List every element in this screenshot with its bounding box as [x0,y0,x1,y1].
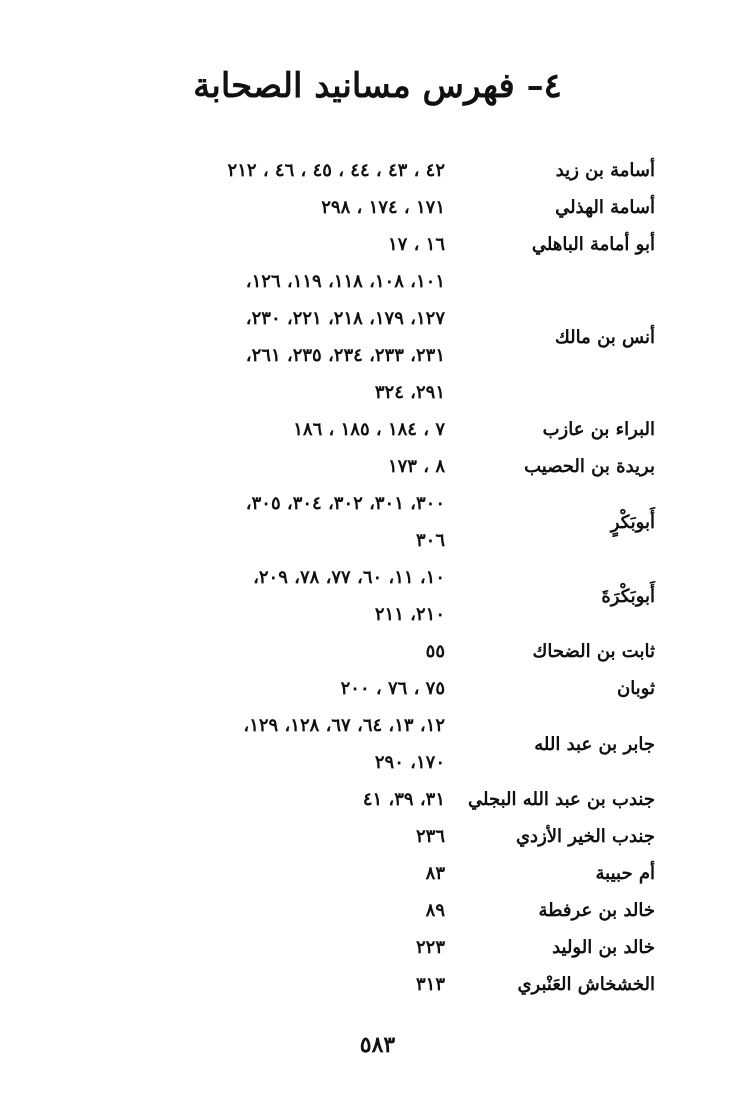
hadith-numbers-line: ٣١، ٣٩، ٤١ [362,789,445,810]
hadith-numbers-line: ٨ ، ١٧٣ [387,456,445,477]
index-entry [95,818,655,855]
hadith-numbers [95,855,480,892]
hadith-numbers-line: ٤٢ ، ٤٣ ، ٤٤ ، ٤٥ ، ٤٦ ، ٢١٢ [227,160,445,181]
index-entry [95,226,655,263]
hadith-numbers [95,152,480,189]
hadith-numbers [95,559,480,633]
hadith-numbers-line: ١٠، ١١، ٦٠، ٧٧، ٧٨، ٢٠٩، [253,567,445,588]
hadith-numbers-line: ٣٠٦ [415,530,445,551]
companion-name: بريدة بن الحصيب [524,456,655,477]
hadith-numbers [95,189,480,226]
companion-name: ثابت بن الضحاك [532,641,655,662]
companion-name: ثوبان [616,678,655,699]
companion-name: أنس بن مالك [555,326,655,348]
index-entry [95,485,655,559]
hadith-numbers [95,485,480,559]
companion-name: أسامة الهذلي [555,197,655,218]
index-entry [95,559,655,633]
index-entry [95,929,655,966]
hadith-numbers-line: ٢٢٣ [415,937,445,958]
hadith-numbers-line: ٢١٠، ٢١١ [374,604,445,625]
index-entry [95,448,655,485]
index-entry [95,152,655,189]
companion-name: البراء بن عازب [542,419,655,440]
index-entry [95,781,655,818]
hadith-numbers-line: ١٢، ١٣، ٦٤، ٦٧، ١٢٨، ١٢٩، [243,715,445,736]
hadith-numbers-line: ٣٠٠، ٣٠١، ٣٠٢، ٣٠٤، ٣٠٥، [245,493,445,514]
index-entry [95,892,655,929]
companion-name: جندب بن عبد الله البجلي [468,789,655,810]
companion-name: أم حبيبة [595,863,655,884]
hadith-numbers-line: ٢٩١، ٣٢٤ [374,382,445,403]
index-entry [95,707,655,781]
companion-name: أسامة بن زيد [555,160,655,181]
hadith-numbers-line: ١٠١، ١٠٨، ١١٨، ١١٩، ١٢٦، [245,271,445,292]
hadith-numbers-line: ٥٥ [425,641,445,662]
companion-name: أَبوبَكْرَةَ [601,585,655,607]
hadith-numbers [95,966,480,1003]
hadith-numbers-line: ٧ ، ١٨٤ ، ١٨٥ ، ١٨٦ [293,419,445,440]
page-number: ٥٨٣ [359,1032,396,1058]
hadith-numbers [95,818,480,855]
companion-name: خالد بن الوليد [552,937,655,958]
index-entry [95,855,655,892]
companion-name: أَبوبَكْرٍ [610,511,655,533]
hadith-numbers [95,263,480,411]
hadith-numbers-line: ٣١٣ [415,974,445,995]
companion-name: الخشخاش العَنْبري [517,974,655,995]
hadith-numbers [95,892,480,929]
hadith-numbers-line: ٢٣٦ [415,826,445,847]
hadith-numbers-line: ١٦ ، ١٧ [387,234,445,255]
companions-index-table [95,152,655,1003]
hadith-numbers [95,781,480,818]
hadith-numbers-line: ٢٣١، ٢٣٣، ٢٣٤، ٢٣٥، ٢٦١، [245,345,445,366]
hadith-numbers [95,448,480,485]
hadith-numbers [95,707,480,781]
hadith-numbers-line: ٧٥ ، ٧٦ ، ٢٠٠ [340,678,445,699]
index-entry [95,633,655,670]
index-entry [95,189,655,226]
index-entry [95,966,655,1003]
hadith-numbers-line: ١٢٧، ١٧٩، ٢١٨، ٢٢١، ٢٣٠، [245,308,445,329]
hadith-numbers [95,411,480,448]
hadith-numbers [95,633,480,670]
hadith-numbers-line: ١٧٠، ٢٩٠ [374,752,445,773]
index-entry [95,670,655,707]
hadith-numbers [95,929,480,966]
companion-name: جابر بن عبد الله [534,733,655,755]
hadith-numbers [95,226,480,263]
page-title: ٤– فهرس مسانيد الصحابة [193,66,562,106]
companion-name: خالد بن عرفطة [538,900,655,921]
hadith-numbers [95,670,480,707]
companion-name: أبو أمامة الباهلي [531,234,655,255]
index-entry [95,263,655,411]
hadith-numbers-line: ٨٣ [425,863,445,884]
index-entry [95,411,655,448]
companion-name: جندب الخير الأزدي [515,826,655,847]
hadith-numbers-line: ٨٩ [425,900,445,921]
hadith-numbers-line: ١٧١ ، ١٧٤ ، ٢٩٨ [321,197,445,218]
